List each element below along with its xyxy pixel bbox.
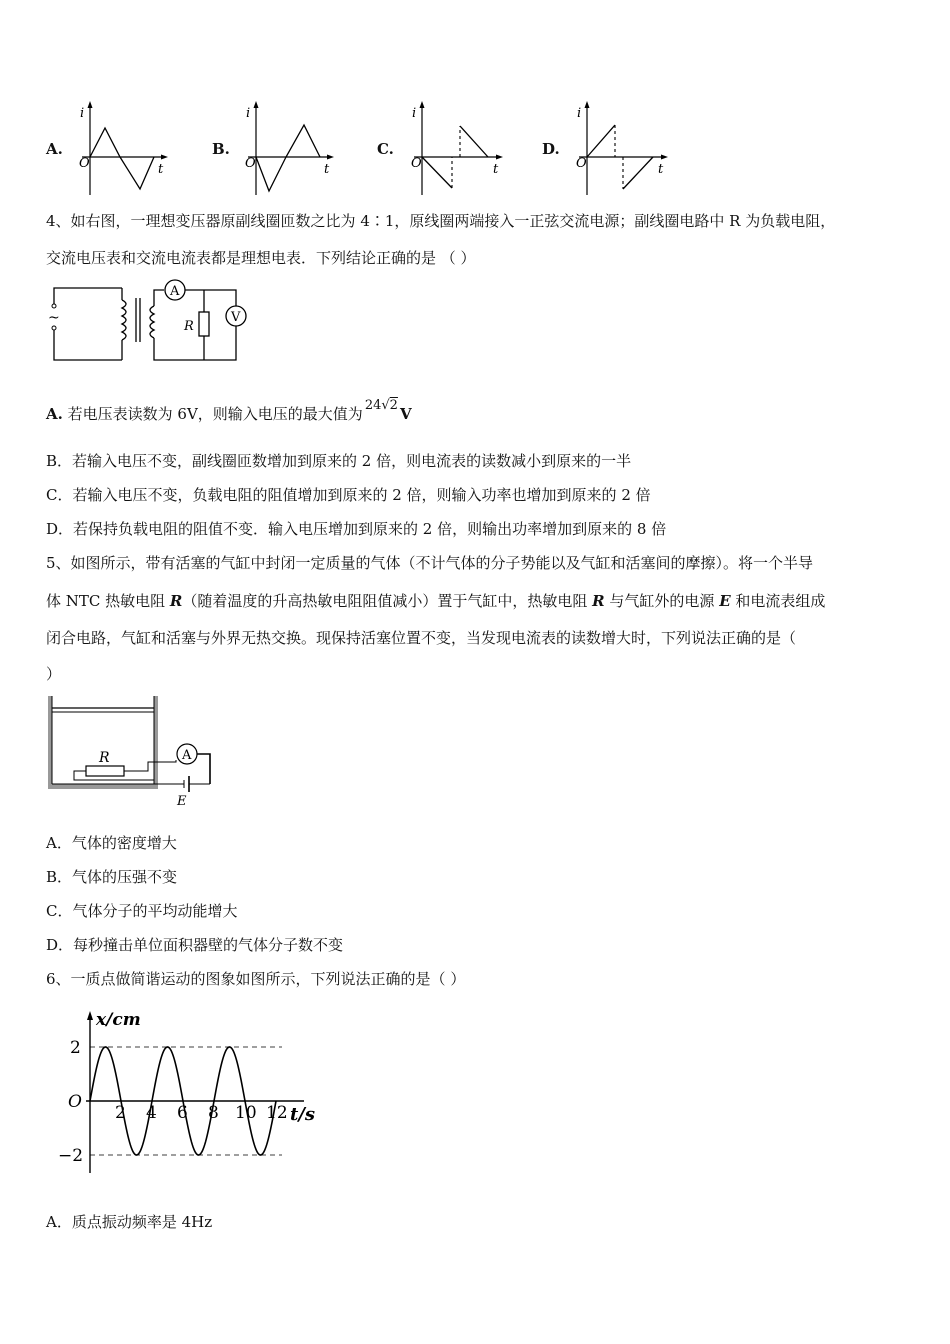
q3-graph-b	[238, 95, 338, 200]
x-tick-label: 12	[266, 1103, 288, 1123]
q4-option-d: D．若保持负载电阻的阻值不变．输入电压增加到原来的 2 倍，则输出功率增加到原来的 8 倍	[46, 520, 667, 538]
q5-stem-seg-a: 体 NTC 热敏电阻	[46, 592, 170, 610]
ac-source-icon: ~	[48, 310, 60, 326]
q5-cylinder-circuit	[44, 692, 224, 812]
q5-option-c: C．气体分子的平均动能增大	[46, 902, 238, 920]
sqrt-icon: √	[381, 398, 390, 413]
q3-d-axis-t: t	[658, 162, 664, 177]
q5-option-d: D．每秒撞击单位面积器壁的气体分子数不变	[46, 936, 344, 954]
q5-stem-seg-d: 和电流表组成	[730, 592, 826, 610]
x-tick-label: 10	[235, 1103, 257, 1123]
q3-c-axis-i: i	[412, 106, 417, 121]
q4-option-a	[46, 398, 412, 426]
q3-option-b-label: B.	[212, 140, 230, 158]
q5-option-a: A．气体的密度增大	[46, 834, 177, 852]
resistor-icon	[199, 312, 209, 336]
q6-shm-chart	[56, 1005, 346, 1175]
q4-option-a-number: 24	[364, 398, 382, 413]
q3-c-axis-t: t	[493, 162, 499, 177]
q3-a-origin: O	[79, 156, 90, 171]
q5-stem-line1: 5、如图所示，带有活塞的气缸中封闭一定质量的气体（不计气体的分子势能以及气缸和活塞间的摩擦）。将一个半导	[46, 554, 814, 572]
q4-transformer-circuit	[44, 276, 254, 366]
q3-graph-d	[569, 95, 674, 200]
thermistor-icon	[86, 766, 124, 776]
q3-d-origin: O	[576, 156, 587, 171]
x-tick-label: 8	[208, 1103, 219, 1123]
q4-option-a-math	[365, 398, 398, 413]
y-tick-label: 2	[70, 1038, 81, 1058]
origin-label: O	[68, 1092, 82, 1112]
q6-stem: 6、一质点做简谐运动的图象如图所示，下列说法正确的是（ ）	[46, 970, 466, 988]
q5-resistor-label: R	[99, 750, 110, 766]
q5-stem-r2: R	[592, 592, 605, 610]
q3-b-axis-i: i	[246, 106, 251, 121]
q5-stem-line2	[46, 591, 825, 611]
q5-stem-e: E	[719, 592, 731, 610]
q4-option-b: B．若输入电压不变，副线圈匝数增加到原来的 2 倍，则电流表的读数减小到原来的一半	[46, 452, 632, 470]
x-tick-label: 4	[146, 1103, 157, 1123]
q4-option-a-label: A.	[46, 405, 63, 423]
q3-option-d-label: D.	[542, 140, 560, 158]
q4-resistor-label: R	[184, 319, 194, 334]
q4-option-a-text: 若电压表读数为 6V，则输入电压的最大值为	[67, 405, 363, 423]
y-tick-label: −2	[58, 1146, 84, 1166]
q5-stem-seg-b: （随着温度的升高热敏电阻阻值减小）置于气缸中，热敏电阻	[182, 592, 593, 610]
q3-a-axis-i: i	[80, 106, 85, 121]
q3-graph-a	[72, 95, 172, 200]
y-axis-label: x/cm	[96, 1010, 141, 1030]
q5-stem-line3: 闭合电路，气缸和活塞与外界无热交换。现保持活塞位置不变，当发现电流表的读数增大时，下列说法正确的是（	[46, 629, 797, 647]
y-axis-arrow-icon	[87, 1011, 93, 1020]
q4-option-c: C．若输入电压不变，负载电阻的阻值增加到原来的 2 倍，则输入功率也增加到原来的 2 倍	[46, 486, 651, 504]
q3-option-a-label: A.	[46, 140, 63, 158]
q3-graph-c	[404, 95, 509, 200]
q4-stem-line2: 交流电压表和交流电流表都是理想电表．下列结论正确的是 （ ）	[46, 249, 476, 267]
q4-option-a-root: 2	[389, 398, 398, 413]
q5-ammeter-label: A	[182, 748, 192, 763]
q4-stem-line1: 4、如右图，一理想变压器原副线圈匝数之比为 4∶1，原线圈两端接入一正弦交流电源；副线圈电路中 R 为负载电阻，	[46, 212, 836, 230]
q5-option-b: B．气体的压强不变	[46, 868, 178, 886]
q3-option-c-label: C.	[377, 140, 394, 158]
q3-c-origin: O	[411, 156, 422, 171]
q5-stem-seg-c: 与气缸外的电源	[604, 592, 720, 610]
q4-voltmeter-label: V	[231, 310, 241, 325]
x-axis-label: t/s	[290, 1104, 316, 1125]
q5-stem-line4: ）	[46, 665, 62, 683]
q5-source-label: E	[177, 794, 187, 809]
q3-graph-options	[0, 95, 950, 200]
x-tick-label: 2	[115, 1103, 126, 1123]
x-tick-label: 6	[177, 1103, 188, 1123]
q6-option-a: A．质点振动频率是 4Hz	[46, 1213, 213, 1231]
q3-b-axis-t: t	[324, 162, 330, 177]
q3-d-axis-i: i	[577, 106, 582, 121]
q4-option-a-unit: V	[399, 405, 412, 423]
q4-ammeter-label: A	[170, 284, 180, 299]
q3-b-origin: O	[245, 156, 256, 171]
q3-a-axis-t: t	[158, 162, 164, 177]
q5-stem-r1: R	[169, 592, 183, 610]
